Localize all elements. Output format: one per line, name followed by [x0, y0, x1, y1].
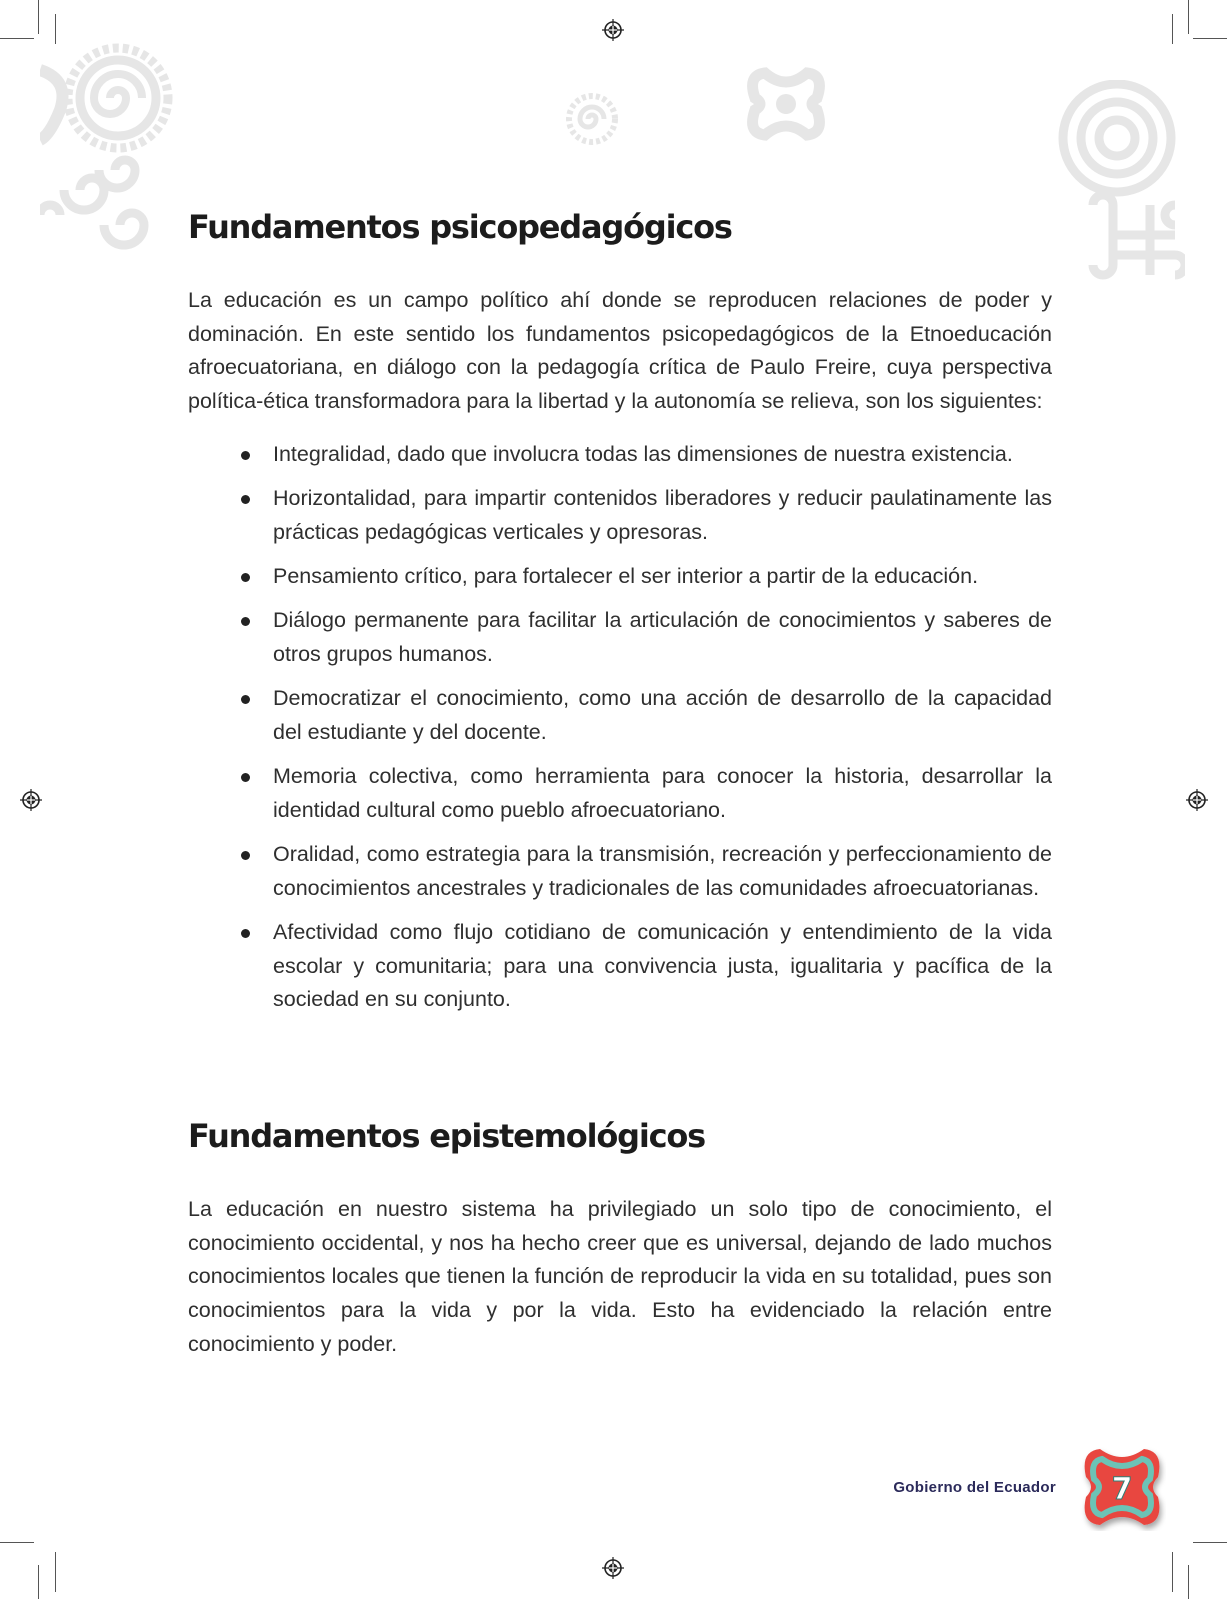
footer-publisher: Gobierno del Ecuador [893, 1479, 1056, 1496]
list-item-text: Integralidad, dado que involucra todas las dimensiones de nuestra existencia. [273, 442, 1013, 466]
list-item [188, 604, 1052, 671]
bullet-icon [241, 695, 250, 704]
crop-mark [1172, 14, 1173, 44]
spiral-ornament-icon [745, 63, 827, 145]
crop-mark [1193, 1542, 1227, 1543]
list-item [188, 760, 1052, 827]
bullet-icon [241, 495, 250, 504]
crop-mark [1188, 1565, 1189, 1599]
list-item [188, 438, 1052, 472]
list-item [188, 560, 1052, 594]
section-intro-epistemologicos: La educación en nuestro sistema ha privilegiado un solo tipo de conocimiento, el conocimiento occidental, y nos ha hecho creer que es universal, dejando de lado muchos conocimientos locales que tienen la función de reproducir la vida en su totalidad, pues son conocimientos para la vida y por la vida. Esto ha evidenciado la relación entre conocimiento y poder. [188, 1197, 1052, 1356]
crop-mark [38, 1565, 39, 1599]
crosshair-registration-icon [602, 19, 624, 41]
list-item-text: Afectividad como flujo cotidiano de comunicación y entendimiento de la vida escolar y comunitaria; para una convivencia justa, igualitaria y pacífica de la sociedad en su conjunto. [273, 919, 1052, 1012]
list-item-text: Memoria colectiva, como herramienta para conocer la historia, desarrollar la identidad cultural como pueblo afroecuatoriano. [273, 764, 1052, 822]
list-item [188, 482, 1052, 549]
bullet-icon [241, 929, 250, 938]
list-item-text: Horizontalidad, para impartir contenidos liberadores y reducir paulatinamente las prácticas pedagógicas verticales y opresoras. [273, 486, 1052, 544]
section-intro-psicopedagogicos: La educación es un campo político ahí donde se reproducen relaciones de poder y dominación. En este sentido los fundamentos psicopedagógicos de la Etnoeducación afroecuatoriana, en diálogo con la pedagogía crítica de Paulo Freire, cuya perspectiva política-ética transformadora para la libertad y la autonomía se relieva, son los siguientes: [188, 288, 1052, 414]
list-item-text: Oralidad, como estrategia para la transmisión, recreación y perfeccionamiento de conocimientos ancestrales y tradicionales de las comunidades afroecuatorianas. [273, 842, 1052, 900]
crop-mark [1172, 1552, 1173, 1592]
crop-mark [0, 1542, 34, 1543]
spiral-ornament-icon [565, 92, 619, 146]
crop-mark [55, 1552, 56, 1592]
section-heading-psicopedagogicos: Fundamentos psicopedagógicos [188, 208, 732, 246]
crop-mark [1193, 38, 1227, 39]
crop-mark [1188, 0, 1189, 34]
crosshair-registration-icon [20, 789, 42, 811]
bullet-icon [241, 451, 250, 460]
list-item [188, 682, 1052, 749]
section-heading-epistemologicos: Fundamentos epistemológicos [188, 1117, 706, 1155]
page-number-badge-icon [1078, 1443, 1166, 1531]
crop-mark [0, 38, 34, 39]
spiral-ornament-icon [40, 40, 200, 250]
crosshair-registration-icon [1186, 789, 1208, 811]
spiral-ornament-icon [1055, 80, 1185, 300]
list-item-text: Pensamiento crítico, para fortalecer el ser interior a partir de la educación. [273, 564, 979, 589]
crop-mark [38, 0, 39, 34]
fundamentos-list [188, 438, 1052, 1028]
bullet-icon [241, 851, 250, 860]
list-item-text: Diálogo permanente para facilitar la articulación de conocimientos y saberes de otros grupos humanos. [273, 608, 1052, 667]
crosshair-registration-icon [602, 1557, 624, 1579]
page-number: 7 [1111, 1472, 1133, 1507]
bullet-icon [241, 573, 250, 582]
list-item-text: Democratizar el conocimiento, como una acción de desarrollo de la capacidad del estudiante y del docente. [273, 686, 1052, 744]
list-item [188, 916, 1052, 1017]
list-item [188, 838, 1052, 905]
bullet-icon [241, 617, 250, 626]
bullet-icon [241, 773, 250, 782]
